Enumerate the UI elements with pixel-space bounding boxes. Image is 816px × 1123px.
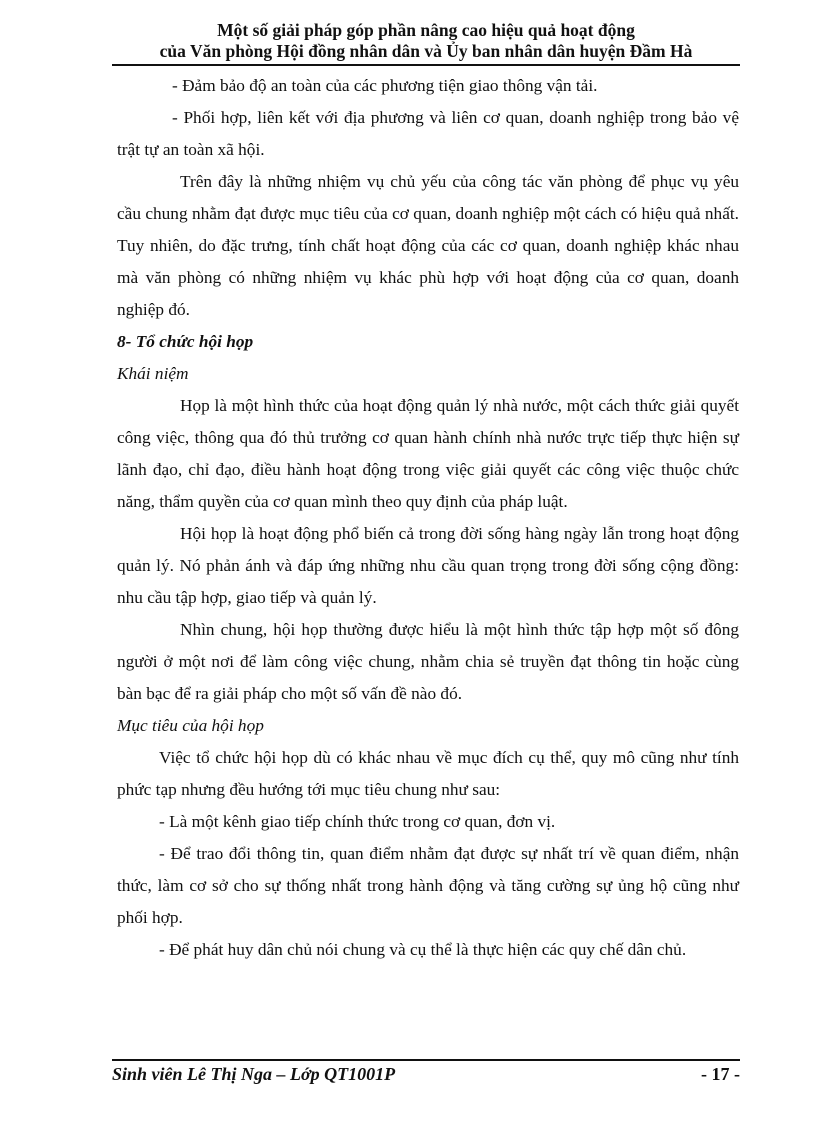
page-number: - 17 - bbox=[701, 1064, 740, 1084]
paragraph: Họp là một hình thức của hoạt động quản lý nhà nước, một cách thức giải quyết công việc, thông qua đó thủ trưởng cơ quan hành chính nhà nước trực tiếp thực hiện sự lãnh đạo, chỉ đạo, điều hành hoạt động trong việc giải quyết các công việc thuộc chức năng, thẩm quyền của cơ quan mình theo quy định của pháp luật. bbox=[117, 396, 739, 511]
paragraph: - Là một kênh giao tiếp chính thức trong cơ quan, đơn vị. bbox=[159, 812, 556, 831]
paragraph: Việc tổ chức hội họp dù có khác nhau về mục đích cụ thể, quy mô cũng như tính phức tạp nhưng đều hướng tới mục tiêu chung như sau: bbox=[117, 748, 739, 799]
header-rule bbox=[112, 64, 740, 66]
running-footer bbox=[112, 1062, 740, 1086]
running-header bbox=[112, 20, 740, 62]
page-body bbox=[117, 70, 739, 966]
paragraph: Nhìn chung, hội họp thường được hiểu là một hình thức tập hợp một số đông người ở một nơi để làm công việc chung, nhằm chia sẻ truyền đạt thông tin hoặc cùng bàn bạc để ra giải pháp cho một số vấn đề nào đó. bbox=[117, 620, 739, 703]
subheading: Khái niệm bbox=[117, 364, 189, 383]
footer-author: Sinh viên Lê Thị Nga – Lớp QT1001P bbox=[112, 1064, 396, 1084]
paragraph: Trên đây là những nhiệm vụ chủ yếu của công tác văn phòng để phục vụ yêu cầu chung nhằm đạt được mục tiêu của cơ quan, doanh nghiệp một cách có hiệu quả nhất. Tuy nhiên, do đặc trưng, tính chất hoạt động của các cơ quan, doanh nghiệp khác nhau mà văn phòng có những nhiệm vụ khác phù hợp với hoạt động của cơ quan, doanh nghiệp đó. bbox=[117, 172, 739, 319]
paragraph: Hội họp là hoạt động phổ biến cả trong đời sống hàng ngày lẫn trong hoạt động quản lý. Nó phản ánh và đáp ứng những nhu cầu quan trọng trong đời sống cộng đồng: nhu cầu tập hợp, giao tiếp và quản lý. bbox=[117, 524, 739, 607]
footer-rule bbox=[112, 1059, 740, 1061]
paragraph: - Để trao đổi thông tin, quan điểm nhằm đạt được sự nhất trí về quan điểm, nhận thức, làm cơ sở cho sự thống nhất trong hành động và tăng cường sự ủng hộ cũng như phối hợp. bbox=[117, 844, 739, 927]
section-heading: 8- Tổ chức hội họp bbox=[117, 332, 254, 351]
paragraph: - Phối hợp, liên kết với địa phương và liên cơ quan, doanh nghiệp trong bảo vệ trật tự an toàn xã hội. bbox=[117, 108, 739, 159]
paragraph: - Đảm bảo độ an toàn của các phương tiện giao thông vận tải. bbox=[172, 76, 598, 95]
header-line-2: của Văn phòng Hội đồng nhân dân và Ủy ban nhân dân huyện Đầm Hà bbox=[159, 41, 693, 61]
paragraph: - Để phát huy dân chủ nói chung và cụ thể là thực hiện các quy chế dân chủ. bbox=[159, 940, 687, 959]
subheading: Mục tiêu của hội họp bbox=[117, 716, 264, 735]
header-line-1: Một số giải pháp góp phần nâng cao hiệu quả hoạt động bbox=[217, 20, 635, 40]
